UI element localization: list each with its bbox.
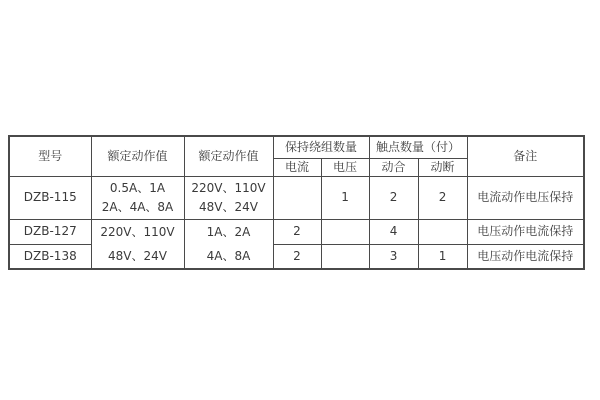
model-cell: DZB-138 (9, 245, 91, 269)
rated-action-1-line1: 0.5A、1A (109, 180, 166, 195)
relay-spec-table (8, 135, 585, 270)
rated-action-1-cell (91, 176, 184, 219)
rated-action-2-line1: 220V、110V (191, 180, 266, 195)
contact-no-cell: 3 (369, 245, 418, 269)
contact-nc-cell: 2 (418, 176, 467, 219)
header-rated-action-1: 额定动作值 (91, 136, 184, 176)
holding-current-cell (273, 176, 321, 219)
header-model: 型号 (9, 136, 91, 176)
contact-no-cell: 2 (369, 176, 418, 219)
header-holding-voltage: 电压 (321, 158, 369, 176)
rated-action-2-merged-cell (184, 219, 273, 269)
header-contact-no: 动合 (369, 158, 418, 176)
rated-action-1-line2: 2A、4A、8A (101, 199, 174, 214)
header-contacts: 触点数量（付） (369, 136, 467, 158)
header-remarks: 备注 (467, 136, 584, 176)
table-row-dzb-115 (9, 176, 584, 219)
header-holding-current: 电流 (273, 158, 321, 176)
holding-current-cell: 2 (273, 219, 321, 245)
rated-action-2-line2: 48V、24V (199, 199, 258, 214)
contact-no-cell: 4 (369, 219, 418, 245)
remark-cell: 电流动作电压保持 (467, 176, 584, 219)
rated-action-1-line1: 220V、110V (100, 224, 175, 239)
header-holding-windings: 保持绕组数量 (273, 136, 369, 158)
header-rated-action-2: 额定动作值 (184, 136, 273, 176)
table-row-dzb-127 (9, 219, 584, 245)
contact-nc-cell: 1 (418, 245, 467, 269)
header-contact-nc: 动断 (418, 158, 467, 176)
rated-action-1-merged-cell (91, 219, 184, 269)
rated-action-2-line1: 1A、2A (206, 224, 251, 239)
contact-nc-cell (418, 219, 467, 245)
model-cell: DZB-127 (9, 219, 91, 245)
rated-action-1-line2: 48V、24V (108, 248, 167, 263)
holding-current-cell: 2 (273, 245, 321, 269)
rated-action-2-cell (184, 176, 273, 219)
holding-voltage-cell (321, 245, 369, 269)
remark-cell: 电压动作电流保持 (467, 245, 584, 269)
model-cell: DZB-115 (9, 176, 91, 219)
remark-cell: 电压动作电流保持 (467, 219, 584, 245)
holding-voltage-cell (321, 219, 369, 245)
header-row-1 (9, 136, 584, 158)
rated-action-2-line2: 4A、8A (206, 248, 251, 263)
holding-voltage-cell: 1 (321, 176, 369, 219)
